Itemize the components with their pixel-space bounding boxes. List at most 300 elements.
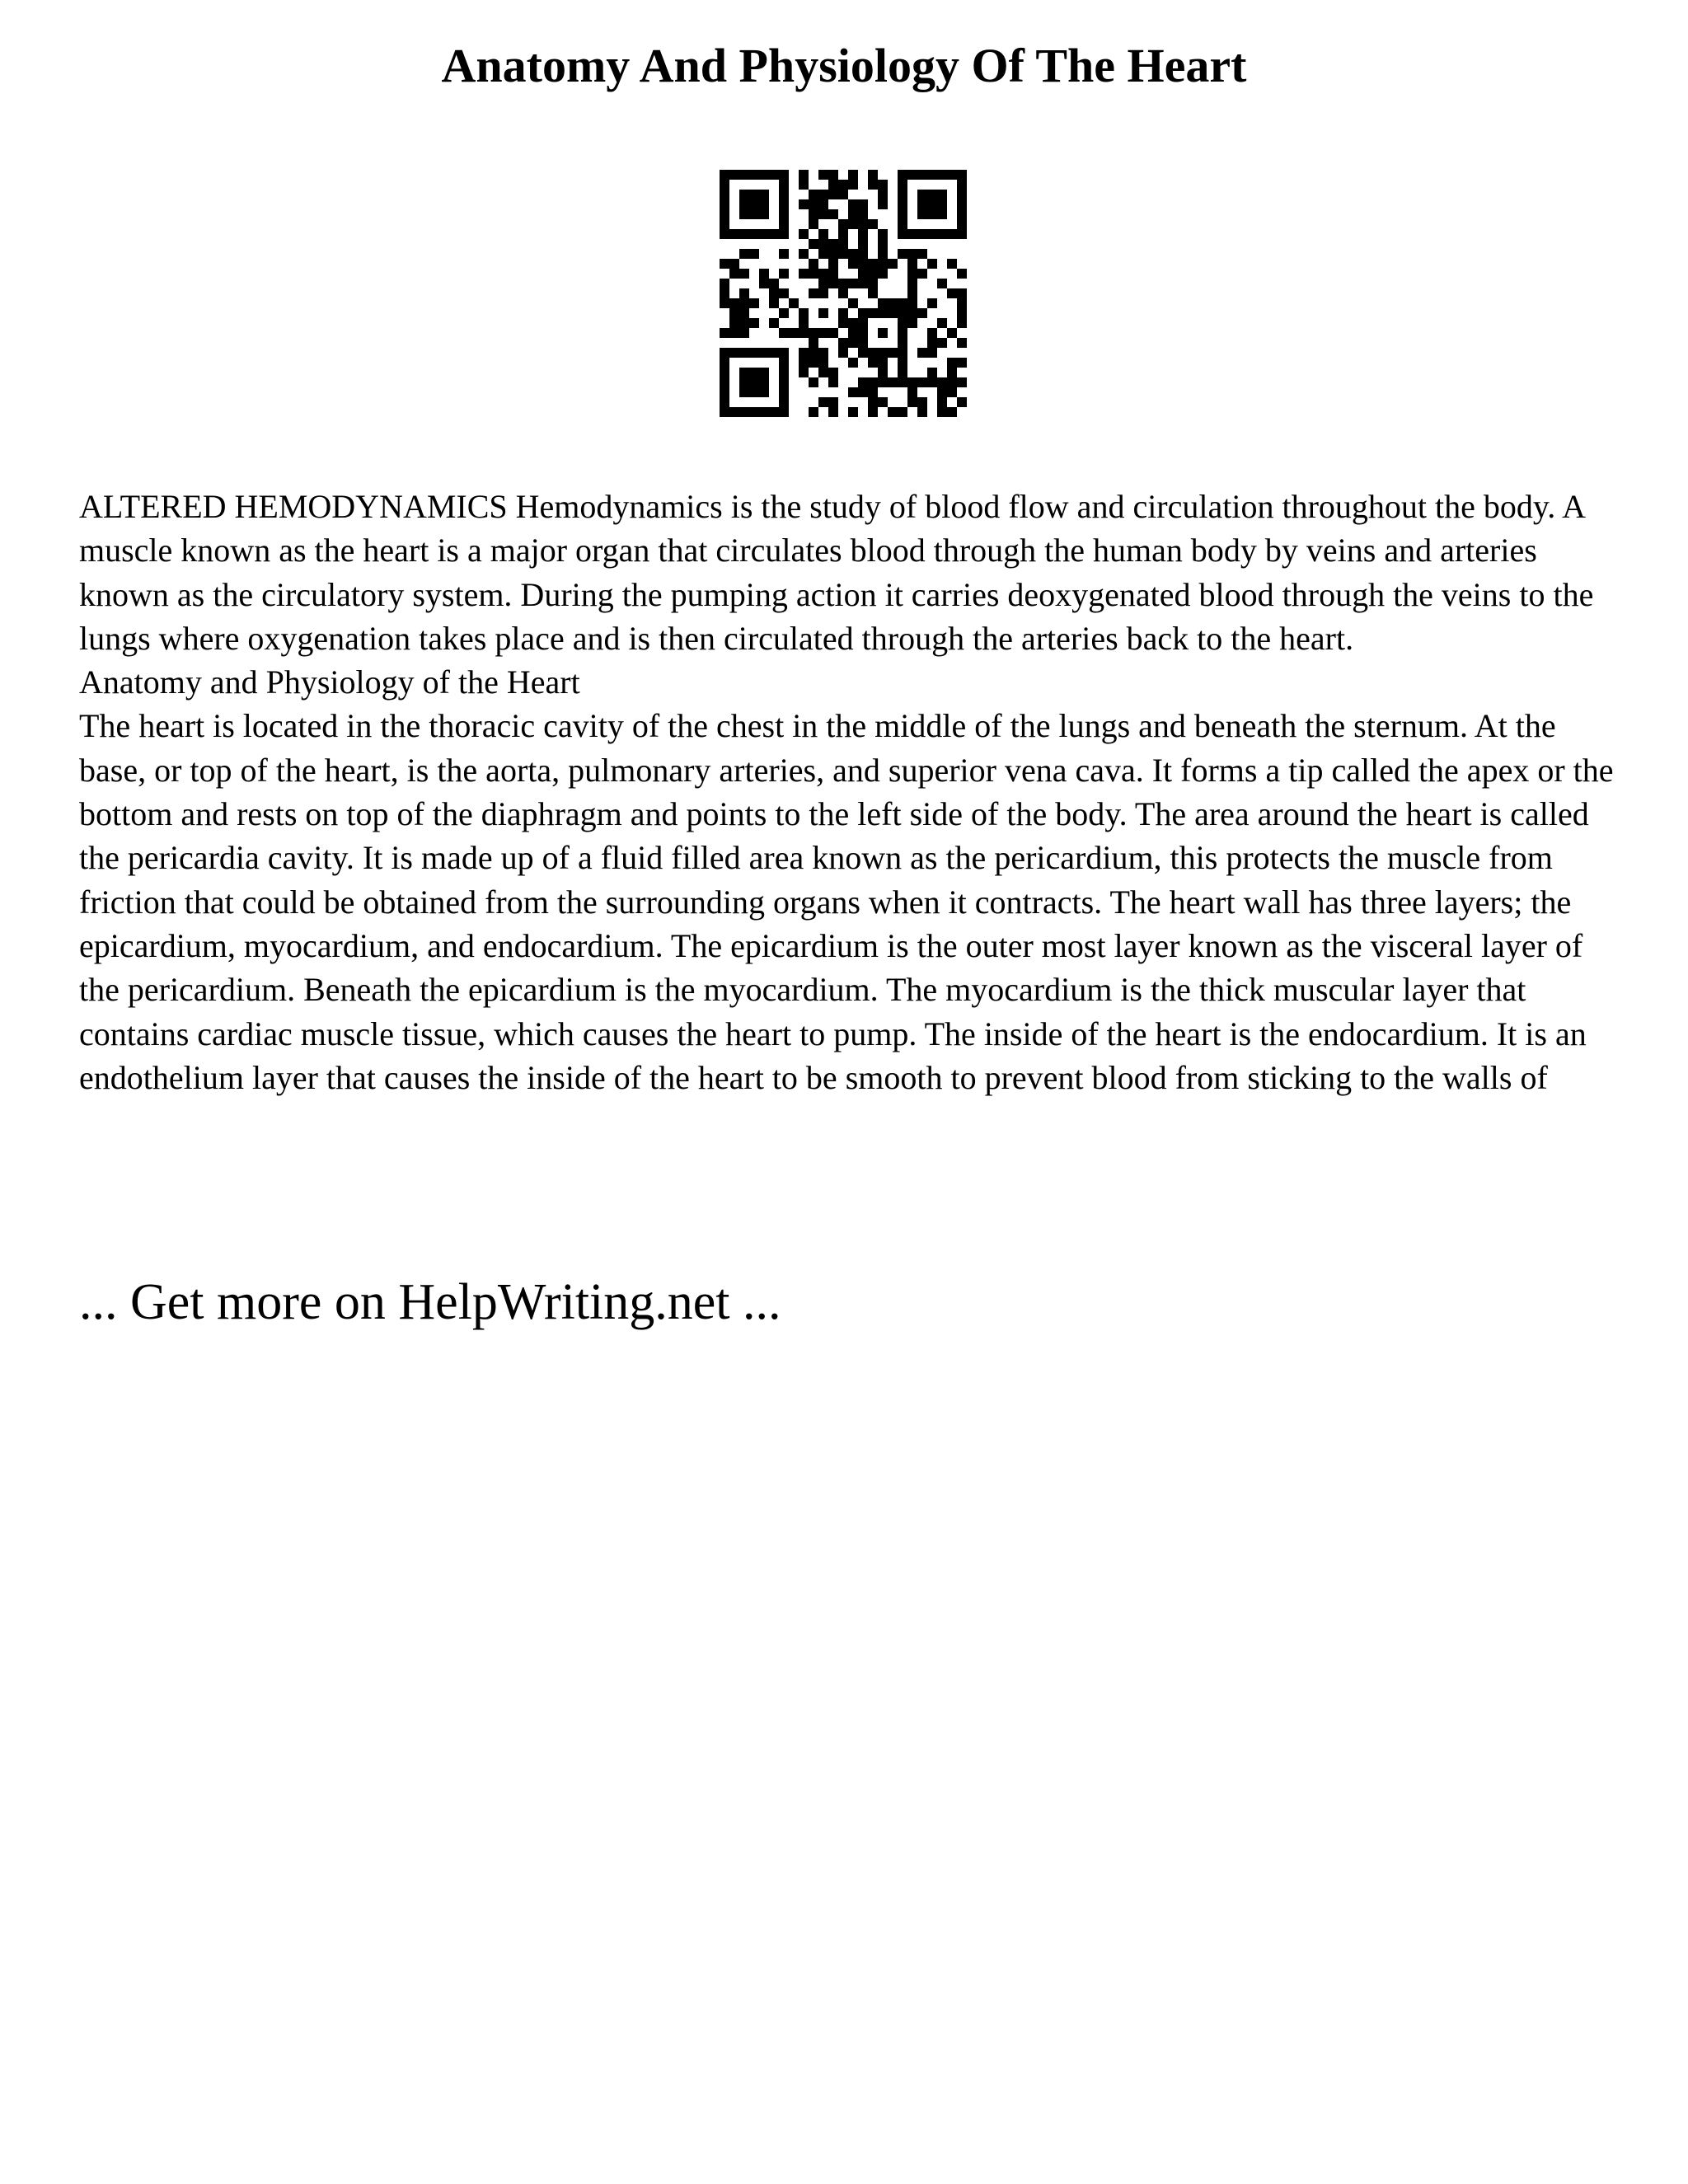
qr-module [818, 308, 828, 318]
get-more-link[interactable]: ... Get more on HelpWriting.net ... [79, 1274, 781, 1330]
qr-module [809, 288, 818, 298]
qr-module [729, 328, 739, 338]
qr-module [779, 288, 789, 298]
qr-module [848, 358, 858, 368]
qr-module [878, 308, 888, 318]
qr-module [759, 407, 769, 417]
qr-module [759, 368, 769, 377]
qr-module [779, 368, 789, 377]
qr-module [947, 170, 957, 180]
qr-module [878, 180, 888, 190]
qr-module [818, 170, 828, 180]
qr-module [898, 298, 907, 308]
qr-module [957, 358, 967, 368]
qr-module [818, 358, 828, 368]
qr-module [937, 199, 947, 209]
qr-module [848, 407, 858, 417]
qr-module [769, 279, 779, 288]
qr-module [878, 249, 888, 259]
qr-module [927, 298, 937, 308]
qr-module [907, 387, 917, 397]
qr-module [957, 318, 967, 328]
qr-module [858, 269, 868, 279]
qr-module [729, 308, 739, 318]
qr-module [739, 170, 749, 180]
qr-module [729, 269, 739, 279]
qr-module [957, 397, 967, 407]
qr-module [809, 358, 818, 368]
qr-module [868, 387, 878, 397]
qr-module [739, 209, 749, 219]
qr-module [898, 358, 907, 368]
qr-module [799, 180, 809, 190]
qr-module [828, 279, 838, 288]
qr-module [858, 249, 868, 259]
qr-module [917, 209, 927, 219]
qr-module [749, 199, 759, 209]
qr-module [779, 199, 789, 209]
qr-module [818, 229, 828, 239]
qr-module [868, 180, 878, 190]
qr-module [917, 229, 927, 239]
qr-module [888, 348, 898, 358]
qr-module [848, 338, 858, 348]
qr-module [720, 229, 729, 239]
qr-module [878, 397, 888, 407]
qr-module [868, 259, 878, 269]
qr-module [917, 308, 927, 318]
qr-module [907, 288, 917, 298]
qr-module [868, 397, 878, 407]
qr-module [957, 229, 967, 239]
qr-module [858, 377, 868, 387]
qr-module [907, 318, 917, 328]
qr-module [917, 348, 927, 358]
qr-module [858, 387, 868, 397]
qr-module [749, 368, 759, 377]
qr-module [799, 269, 809, 279]
qr-module [739, 377, 749, 387]
qr-module [858, 209, 868, 219]
qr-module [779, 328, 789, 338]
qr-module [720, 190, 729, 199]
qr-module [947, 229, 957, 239]
qr-module [898, 180, 907, 190]
qr-module [927, 259, 937, 269]
qr-module [898, 249, 907, 259]
qr-module [720, 209, 729, 219]
document-title: Anatomy And Physiology Of The Heart [441, 39, 1247, 92]
qr-module [799, 308, 809, 318]
qr-module [739, 407, 749, 417]
qr-module [957, 199, 967, 209]
qr-module [759, 190, 769, 199]
qr-module [818, 199, 828, 209]
qr-module [858, 308, 868, 318]
qr-module [809, 328, 818, 338]
qr-module [858, 239, 868, 249]
qr-module [779, 387, 789, 397]
qr-module [907, 377, 917, 387]
qr-module [848, 219, 858, 229]
qr-module [927, 328, 937, 338]
section-heading: Anatomy and Physiology of the Heart [79, 663, 580, 701]
qr-module [917, 249, 927, 259]
qr-module [779, 269, 789, 279]
qr-module [858, 259, 868, 269]
qr-module [809, 259, 818, 269]
qr-module [838, 219, 848, 229]
qr-module [878, 269, 888, 279]
qr-module [729, 298, 739, 308]
qr-code-icon[interactable] [720, 170, 967, 417]
qr-module [729, 259, 739, 269]
qr-module [878, 358, 888, 368]
qr-module [828, 249, 838, 259]
qr-module [848, 318, 858, 328]
qr-module [739, 298, 749, 308]
qr-module [898, 209, 907, 219]
qr-module [838, 249, 848, 259]
qr-module [858, 328, 868, 338]
qr-module [927, 377, 937, 387]
qr-module [749, 318, 759, 328]
qr-module [809, 377, 818, 387]
qr-module [818, 348, 828, 358]
qr-module [828, 170, 838, 180]
qr-module [779, 249, 789, 259]
qr-module [779, 308, 789, 318]
qr-module [868, 279, 878, 288]
qr-module [828, 259, 838, 269]
qr-module [858, 318, 868, 328]
qr-module [878, 199, 888, 209]
qr-module [848, 180, 858, 190]
qr-module [868, 219, 878, 229]
qr-module [878, 377, 888, 387]
qr-module [779, 219, 789, 229]
qr-module [749, 407, 759, 417]
qr-module [937, 377, 947, 387]
qr-module [759, 209, 769, 219]
qr-module [809, 269, 818, 279]
qr-module [809, 209, 818, 219]
qr-module [749, 190, 759, 199]
qr-module [917, 397, 927, 407]
qr-module [888, 308, 898, 318]
qr-module [858, 199, 868, 209]
qr-module [818, 288, 828, 298]
qr-module [739, 387, 749, 397]
qr-module [769, 348, 779, 358]
qr-module [868, 358, 878, 368]
qr-module [848, 298, 858, 308]
qr-module [937, 170, 947, 180]
qr-code-graphic [720, 170, 967, 417]
qr-module [957, 209, 967, 219]
qr-module [799, 368, 809, 377]
qr-module [907, 397, 917, 407]
qr-module [749, 249, 759, 259]
qr-module [957, 219, 967, 229]
qr-module [729, 348, 739, 358]
qr-module [818, 328, 828, 338]
qr-module [838, 180, 848, 190]
qr-module [868, 308, 878, 318]
qr-module [720, 170, 729, 180]
qr-module [838, 318, 848, 328]
qr-module [947, 368, 957, 377]
qr-module [907, 308, 917, 318]
qr-module [720, 180, 729, 190]
qr-module [927, 338, 937, 348]
qr-module [888, 298, 898, 308]
qr-module [898, 407, 907, 417]
qr-module [848, 328, 858, 338]
qr-module [739, 288, 749, 298]
qr-module [759, 279, 769, 288]
qr-module [917, 269, 927, 279]
qr-module [739, 368, 749, 377]
qr-module [898, 348, 907, 358]
qr-module [779, 229, 789, 239]
qr-module [799, 249, 809, 259]
qr-module [907, 269, 917, 279]
qr-module [828, 377, 838, 387]
qr-module [898, 229, 907, 239]
qr-module [818, 249, 828, 259]
qr-module [739, 328, 749, 338]
qr-module [927, 209, 937, 219]
qr-module [907, 170, 917, 180]
qr-module [878, 190, 888, 199]
qr-module [937, 338, 947, 348]
qr-module [888, 377, 898, 387]
qr-module [769, 298, 779, 308]
qr-module [947, 328, 957, 338]
qr-module [937, 397, 947, 407]
qr-module [917, 190, 927, 199]
qr-module [789, 328, 799, 338]
qr-module [809, 199, 818, 209]
qr-module [957, 170, 967, 180]
qr-module [838, 308, 848, 318]
qr-module [720, 397, 729, 407]
qr-module [779, 190, 789, 199]
qr-module [818, 269, 828, 279]
qr-module [799, 199, 809, 209]
qr-module [720, 368, 729, 377]
qr-module [739, 229, 749, 239]
qr-module [759, 170, 769, 180]
qr-module [759, 199, 769, 209]
qr-module [809, 407, 818, 417]
qr-module [838, 338, 848, 348]
qr-module [947, 377, 957, 387]
qr-module [838, 279, 848, 288]
qr-module [720, 358, 729, 368]
qr-module [898, 328, 907, 338]
qr-module [937, 407, 947, 417]
qr-module [759, 269, 769, 279]
qr-module [739, 249, 749, 259]
qr-module [799, 358, 809, 368]
qr-module [848, 259, 858, 269]
qr-module [828, 407, 838, 417]
qr-module [878, 259, 888, 269]
qr-module [848, 209, 858, 219]
qr-module [739, 348, 749, 358]
qr-module [838, 288, 848, 298]
qr-module [720, 219, 729, 229]
qr-module [799, 170, 809, 180]
qr-module [898, 190, 907, 199]
qr-module [957, 377, 967, 387]
qr-module [759, 229, 769, 239]
qr-module [809, 190, 818, 199]
paragraph-hemodynamics: ALTERED HEMODYNAMICS Hemodynamics is the study of blood flow and circulation throughout the body. A muscle known as the heart is a major organ that circulates blood through the human body by veins and arteries known as the circulatory system. During the pumping action it carries deoxygenated blood through the veins to the lungs where oxygenation takes place and is then circulated through the arteries back to the heart. [79, 488, 1594, 657]
qr-module [957, 308, 967, 318]
qr-module [937, 279, 947, 288]
qr-module [947, 387, 957, 397]
qr-module [749, 348, 759, 358]
qr-module [779, 180, 789, 190]
qr-module [818, 209, 828, 219]
qr-module [818, 190, 828, 199]
qr-module [927, 190, 937, 199]
qr-module [769, 318, 779, 328]
qr-module [937, 387, 947, 397]
qr-module [818, 239, 828, 249]
qr-module [749, 229, 759, 239]
qr-module [729, 407, 739, 417]
qr-module [779, 397, 789, 407]
qr-module [720, 328, 729, 338]
qr-module [878, 348, 888, 358]
qr-module [907, 259, 917, 269]
qr-module [868, 407, 878, 417]
qr-module [878, 328, 888, 338]
qr-module [957, 180, 967, 190]
qr-module [838, 348, 848, 358]
qr-module [769, 407, 779, 417]
qr-module [799, 229, 809, 239]
qr-module [927, 199, 937, 209]
qr-module [818, 368, 828, 377]
qr-module [720, 199, 729, 209]
qr-module [720, 298, 729, 308]
qr-module [947, 288, 957, 298]
qr-module [947, 259, 957, 269]
qr-module [917, 199, 927, 209]
qr-module [947, 358, 957, 368]
qr-module [858, 338, 868, 348]
qr-module [907, 229, 917, 239]
qr-module [888, 407, 898, 417]
qr-module [739, 318, 749, 328]
qr-module [779, 358, 789, 368]
qr-module [937, 229, 947, 239]
qr-module [878, 298, 888, 308]
qr-module [809, 348, 818, 358]
qr-module [799, 348, 809, 358]
qr-module [927, 229, 937, 239]
qr-module [739, 269, 749, 279]
qr-module [947, 407, 957, 417]
qr-module [927, 170, 937, 180]
qr-module [907, 249, 917, 259]
qr-module [759, 348, 769, 358]
qr-module [739, 190, 749, 199]
qr-module [898, 338, 907, 348]
qr-module [898, 368, 907, 377]
qr-module [848, 170, 858, 180]
qr-module [769, 170, 779, 180]
qr-module [749, 170, 759, 180]
qr-module [878, 229, 888, 239]
qr-module [769, 288, 779, 298]
qr-module [957, 338, 967, 348]
qr-module [729, 229, 739, 239]
qr-module [858, 279, 868, 288]
qr-module [858, 348, 868, 358]
qr-module [729, 318, 739, 328]
qr-module [799, 318, 809, 328]
qr-module [848, 199, 858, 209]
qr-module [907, 298, 917, 308]
qr-module [818, 279, 828, 288]
qr-module [749, 298, 759, 308]
qr-module [720, 348, 729, 358]
qr-module [838, 229, 848, 239]
qr-module [838, 190, 848, 199]
qr-module [848, 249, 858, 259]
qr-module [759, 377, 769, 387]
qr-module [828, 209, 838, 219]
qr-module [739, 308, 749, 318]
qr-module [898, 308, 907, 318]
qr-module [888, 259, 898, 269]
qr-module [878, 368, 888, 377]
qr-module [720, 387, 729, 397]
qr-module [927, 348, 937, 358]
qr-module [779, 209, 789, 219]
qr-module [828, 239, 838, 249]
qr-module [779, 348, 789, 358]
qr-module [868, 269, 878, 279]
qr-module [828, 190, 838, 199]
qr-module [779, 377, 789, 387]
qr-module [937, 318, 947, 328]
qr-module [828, 397, 838, 407]
qr-module [828, 368, 838, 377]
qr-module [779, 407, 789, 417]
qr-module [818, 397, 828, 407]
qr-module [858, 229, 868, 239]
qr-module [789, 298, 799, 308]
qr-module [838, 239, 848, 249]
qr-module [720, 407, 729, 417]
qr-module [898, 318, 907, 328]
qr-module [957, 288, 967, 298]
qr-module [739, 199, 749, 209]
qr-module [720, 259, 729, 269]
qr-module [917, 170, 927, 180]
qr-module [769, 229, 779, 239]
qr-module [898, 199, 907, 209]
qr-module [907, 279, 917, 288]
qr-module [957, 190, 967, 199]
